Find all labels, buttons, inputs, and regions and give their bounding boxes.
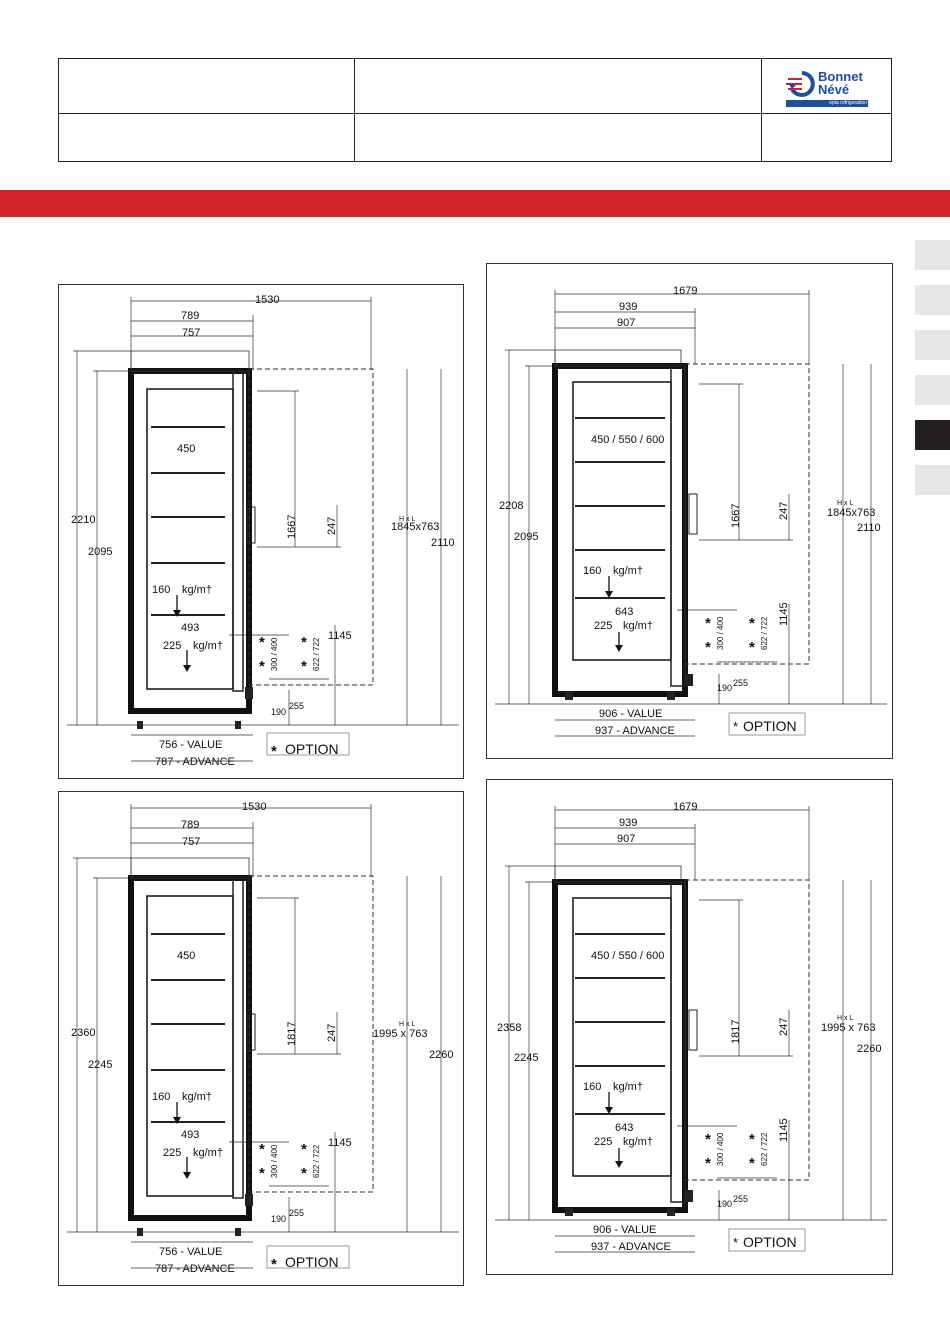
base-value-label: 756 - VALUE (159, 739, 223, 751)
legend-star: * (733, 1235, 739, 1250)
dim-door-opt-height: 1145 (778, 602, 790, 626)
base-value-label: 906 - VALUE (593, 1224, 657, 1236)
hxl-label: H x L (837, 500, 854, 507)
dim-shelf-depth: 450 (177, 950, 196, 962)
dim-width-inner: 757 (182, 327, 201, 339)
dim-cabinet-height: 2095 (88, 546, 113, 558)
side-tab-3[interactable] (915, 330, 950, 360)
dim-door-total: 2260 (857, 1043, 882, 1055)
dim-total-height: 2210 (71, 514, 96, 526)
dim-option-a: 300 / 400 (270, 1144, 279, 1178)
hxl-label: H x L (837, 1015, 854, 1022)
dim-overall-width: 1679 (673, 801, 698, 813)
dim-door-total: 2110 (857, 522, 881, 534)
option-legend: OPTION (285, 741, 339, 757)
dim-shelf-load: 160 (583, 565, 602, 577)
dim-shelf-load: 160 (152, 584, 171, 596)
brand-logo (786, 65, 876, 109)
side-tab-6[interactable] (915, 465, 950, 495)
option-star-marker: * (705, 639, 711, 656)
option-star-marker: * (749, 639, 755, 656)
dim-option-b: 622 / 722 (760, 616, 769, 650)
option-star-marker: * (301, 634, 307, 651)
dim-hxl-value: 1845x763 (391, 521, 440, 533)
option-legend: OPTION (743, 1234, 797, 1250)
side-tab-4[interactable] (915, 375, 950, 405)
dim-door-opt-height: 1145 (328, 1137, 352, 1149)
dim-door-total: 2110 (431, 537, 455, 549)
dim-shelf-load: 160 (152, 1091, 171, 1103)
dim-door-total: 2260 (429, 1049, 454, 1061)
logo-tagline: epta refrigeration (786, 100, 868, 107)
dim-cabinet-height: 2245 (514, 1052, 539, 1064)
dim-hxl-value: 1995 x 763 (373, 1028, 428, 1040)
dim-option-b: 622 / 722 (312, 1144, 321, 1178)
option-star-marker: * (749, 1155, 755, 1172)
dim-width-inner: 757 (182, 836, 201, 848)
base-load-unit: kg/m† (623, 1136, 653, 1148)
header-row-divider (59, 113, 891, 114)
shelf-load-unit: kg/m† (182, 584, 212, 596)
panel-wide-low (486, 263, 893, 759)
dim-base-depth: 643 (615, 606, 634, 618)
side-tab-2[interactable] (915, 285, 950, 315)
logo-line1: Bonnet (818, 69, 863, 84)
dim-total-height: 2208 (499, 500, 524, 512)
panel-narrow-high (58, 791, 464, 1286)
dim-base-depth: 493 (181, 1129, 200, 1141)
dim-hxl-value: 1845x763 (827, 507, 876, 519)
shelf-load-unit: kg/m† (182, 1091, 212, 1103)
header-divider (354, 59, 355, 161)
dim-cabinet-height: 2095 (514, 531, 539, 543)
legend-star: * (271, 1256, 277, 1273)
dim-hxl-value: 1995 x 763 (821, 1022, 876, 1034)
side-tab-1[interactable] (915, 240, 950, 270)
dim-option-a: 300 / 400 (270, 637, 279, 671)
panel-wide-high (486, 779, 893, 1275)
option-star-marker: * (259, 1165, 265, 1182)
dim-shelf-depth: 450 / 550 / 600 (591, 950, 665, 962)
header-divider (761, 59, 762, 161)
side-tab-5-active[interactable] (915, 420, 950, 450)
option-star-marker: * (749, 1131, 755, 1148)
header-table (58, 58, 892, 162)
base-load-unit: kg/m† (193, 640, 223, 652)
dim-door-height: 1667 (286, 514, 298, 539)
dim-base-load: 225 (163, 1147, 182, 1159)
dim-foot-a: 190 (271, 707, 287, 717)
dim-overall-width: 1679 (673, 285, 698, 297)
dim-base-load: 225 (594, 620, 613, 632)
dim-width-inner: 907 (617, 833, 636, 845)
dim-option-b: 622 / 722 (312, 637, 321, 671)
dim-option-a: 300 / 400 (716, 616, 725, 650)
option-star-marker: * (259, 658, 265, 675)
dim-door-height: 1817 (730, 1019, 742, 1044)
base-value-label: 906 - VALUE (599, 708, 663, 720)
dim-width-outer: 939 (619, 817, 638, 829)
base-advance-label: 787 - ADVANCE (155, 1263, 235, 1275)
panel-narrow-low (58, 284, 464, 779)
dim-door-height: 1667 (730, 503, 742, 528)
dim-total-height: 2358 (497, 1022, 522, 1034)
dim-handle-length: 247 (778, 1017, 790, 1036)
option-star-marker: * (259, 634, 265, 651)
base-advance-label: 937 - ADVANCE (595, 725, 675, 737)
legend-star: * (271, 743, 277, 760)
dim-shelf-load: 160 (583, 1081, 602, 1093)
base-value-label: 756 - VALUE (159, 1246, 223, 1258)
dim-foot-b: 255 (289, 701, 305, 711)
shelf-load-unit: kg/m† (613, 565, 643, 577)
option-star-marker: * (705, 1131, 711, 1148)
option-star-marker: * (705, 1155, 711, 1172)
dim-option-b: 622 / 722 (760, 1132, 769, 1166)
dim-foot-b: 255 (289, 1208, 305, 1218)
base-advance-label: 937 - ADVANCE (591, 1241, 671, 1253)
option-star-marker: * (301, 1165, 307, 1182)
option-legend: OPTION (285, 1254, 339, 1270)
dim-option-a: 300 / 400 (716, 1132, 725, 1166)
legend-star: * (733, 719, 739, 734)
dim-handle-length: 247 (326, 1023, 338, 1042)
dim-door-opt-height: 1145 (328, 630, 352, 642)
dim-base-load: 225 (163, 640, 182, 652)
base-advance-label: 787 - ADVANCE (155, 756, 235, 768)
dim-cabinet-height: 2245 (88, 1059, 113, 1071)
dim-base-depth: 493 (181, 622, 200, 634)
dim-door-opt-height: 1145 (778, 1118, 790, 1142)
dim-width-outer: 789 (181, 310, 200, 322)
shelf-load-unit: kg/m† (613, 1081, 643, 1093)
option-star-marker: * (749, 615, 755, 632)
hxl-label: H x L (399, 516, 416, 523)
option-star-marker: * (259, 1141, 265, 1158)
dim-foot-a: 190 (717, 683, 733, 693)
dim-width-outer: 789 (181, 819, 200, 831)
dim-shelf-depth: 450 (177, 443, 196, 455)
base-load-unit: kg/m† (193, 1147, 223, 1159)
option-star-marker: * (301, 658, 307, 675)
dim-handle-length: 247 (778, 501, 790, 520)
option-legend: OPTION (743, 718, 797, 734)
logo-emblem-icon (786, 69, 818, 99)
dim-overall-width: 1530 (242, 801, 267, 813)
section-accent-bar (0, 190, 950, 217)
dim-width-outer: 939 (619, 301, 638, 313)
hxl-label: H x L (399, 1021, 416, 1028)
dim-foot-a: 190 (717, 1199, 733, 1209)
dim-foot-a: 190 (271, 1214, 287, 1224)
dim-door-height: 1817 (286, 1021, 298, 1046)
logo-line2: Névé (818, 82, 850, 97)
base-load-unit: kg/m† (623, 620, 653, 632)
dim-foot-b: 255 (733, 1194, 749, 1204)
dim-handle-length: 247 (326, 516, 338, 535)
dim-width-inner: 907 (617, 317, 636, 329)
dim-base-depth: 643 (615, 1122, 634, 1134)
dim-total-height: 2360 (71, 1027, 96, 1039)
dim-base-load: 225 (594, 1136, 613, 1148)
option-star-marker: * (705, 615, 711, 632)
option-star-marker: * (301, 1141, 307, 1158)
dim-foot-b: 255 (733, 678, 749, 688)
dim-overall-width: 1530 (255, 294, 280, 306)
dim-shelf-depth: 450 / 550 / 600 (591, 434, 665, 446)
